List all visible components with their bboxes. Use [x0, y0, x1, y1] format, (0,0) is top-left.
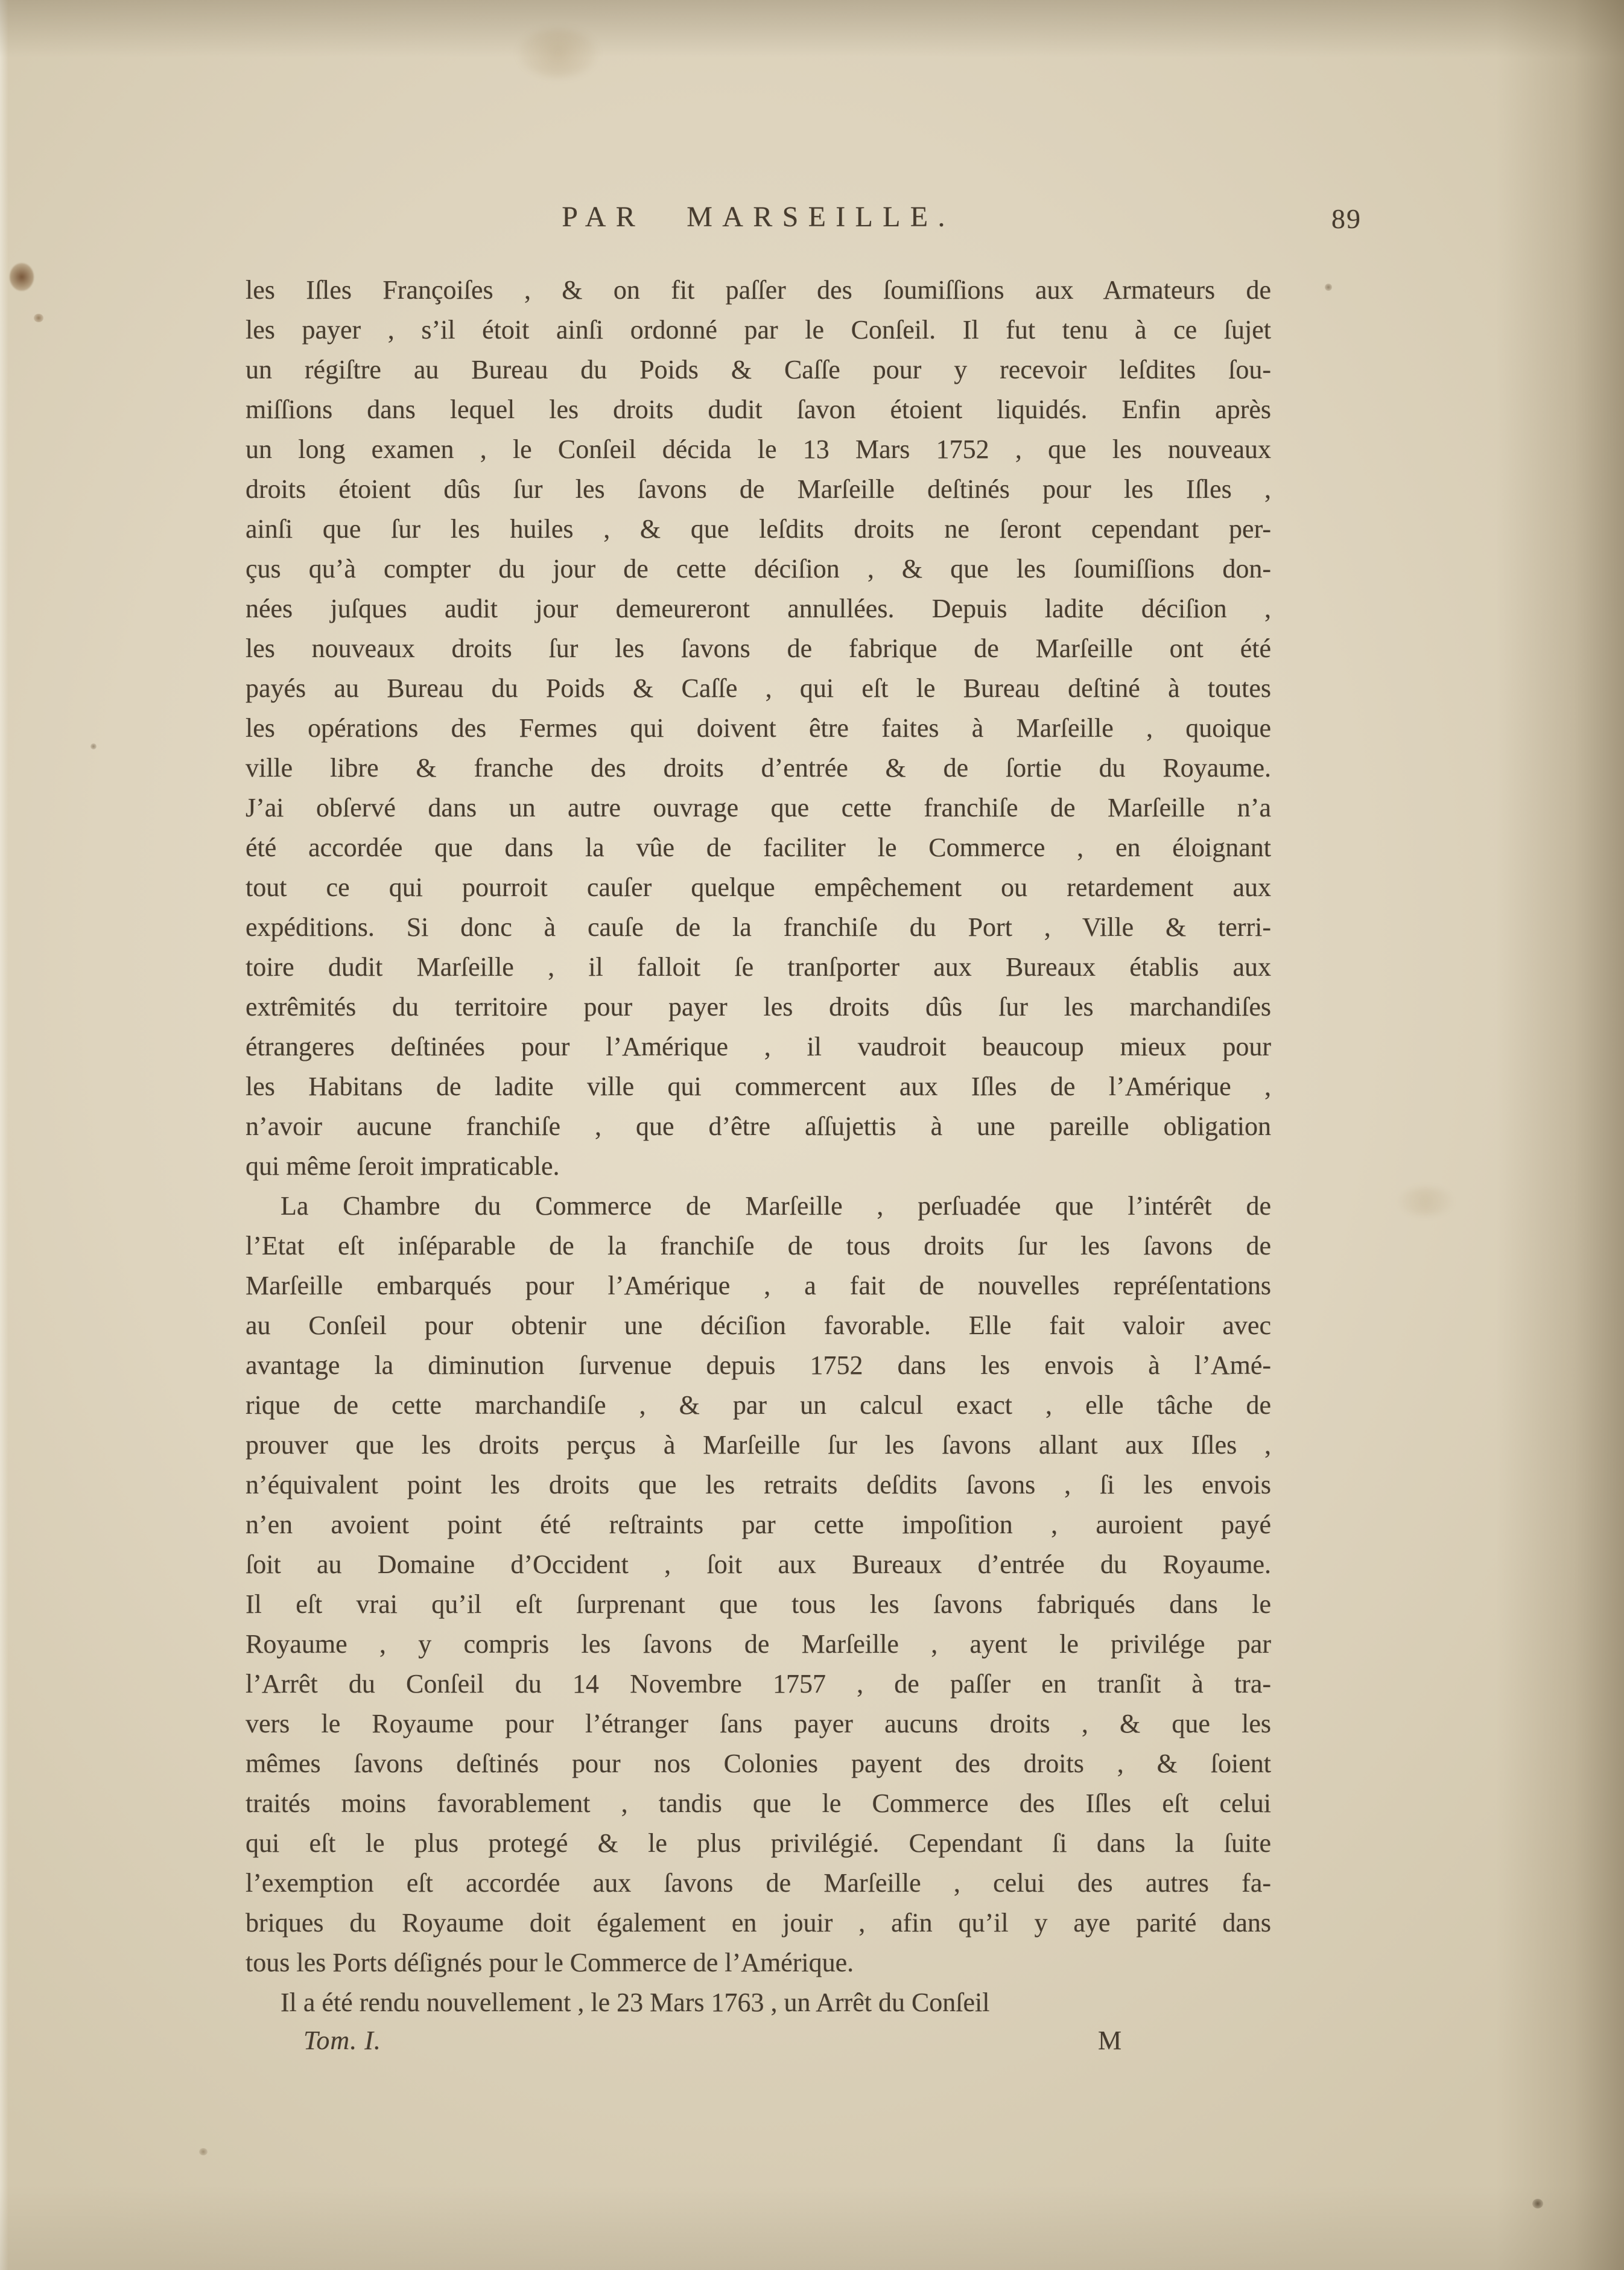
- text-line: expéditions. Si donc à cauſe de la franchiſe du Port , Ville & terri-: [246, 912, 1271, 942]
- text-line: traités moins favorablement , tandis que le Commerce des Iſles eſt celui: [246, 1788, 1271, 1818]
- text-line: miſſions dans lequel les droits dudit ſavon étoient liquidés. Enfin après: [246, 395, 1271, 424]
- text-line: toire dudit Marſeille , il falloit ſe tranſporter aux Bureaux établis aux: [246, 952, 1271, 982]
- text-line: ſoit au Domaine d’Occident , ſoit aux Bureaux d’entrée du Royaume.: [246, 1550, 1271, 1579]
- paper-stain: [90, 743, 97, 749]
- text-line: étrangeres deſtinées pour l’Amérique , il vaudroit beaucoup mieux pour: [246, 1032, 1271, 1061]
- text-line: Royaume , y compris les ſavons de Marſeille , ayent le privilége par: [246, 1629, 1271, 1659]
- text-line: un long examen , le Conſeil décida le 13 Mars 1752 , que les nouveaux: [246, 434, 1271, 464]
- text-line: ainſi que ſur les huiles , & que leſdits droits ne ſeront cependant per-: [246, 514, 1271, 544]
- text-line: çus qu’à compter du jour de cette déciſion , & que les ſoumiſſions don-: [246, 554, 1271, 583]
- text-line: qui eſt le plus protegé & le plus privilégié. Cependant ſi dans la ſuite: [246, 1828, 1271, 1858]
- text-line: droits étoient dûs ſur les ſavons de Marſeille deſtinés pour les Iſles ,: [246, 474, 1271, 504]
- text-line: Il eſt vrai qu’il eſt ſurprenant que tous les ſavons fabriqués dans le: [246, 1589, 1271, 1619]
- text-line: n’avoir aucune franchiſe , que d’être aſſujettis à une pareille obligation: [246, 1111, 1271, 1141]
- text-line: été accordée que dans la vûe de faciliter le Commerce , en éloignant: [246, 833, 1271, 862]
- page-footer: [246, 2025, 1271, 2065]
- text-block: [246, 270, 1271, 2023]
- paper-stain: [34, 314, 43, 322]
- text-line: l’exemption eſt accordée aux ſavons de Marſeille , celui des autres fa-: [246, 1868, 1271, 1898]
- text-line: les opérations des Fermes qui doivent être faites à Marſeille , quoique: [246, 713, 1271, 743]
- text-line: au Conſeil pour obtenir une déciſion favorable. Elle fait valoir avec: [246, 1311, 1271, 1340]
- text-line: qui même ſeroit impraticable.: [246, 1151, 560, 1181]
- text-line: les nouveaux droits ſur les ſavons de fabrique de Marſeille ont été: [246, 634, 1271, 663]
- text-line: n’en avoient point été reſtraints par cette impoſition , auroient payé: [246, 1510, 1271, 1539]
- text-line: La Chambre du Commerce de Marſeille , perſuadée que l’intérêt de: [281, 1191, 1271, 1221]
- paper-stain: [519, 29, 597, 77]
- paper-stain: [1398, 1187, 1453, 1215]
- text-line: un régiſtre au Bureau du Poids & Caſſe pour y recevoir leſdites ſou-: [246, 355, 1271, 384]
- text-line: mêmes ſavons deſtinés pour nos Colonies payent des droits , & ſoient: [246, 1749, 1271, 1778]
- text-line: vers le Royaume pour l’étranger ſans payer aucuns droits , & que les: [246, 1709, 1271, 1738]
- text-line: avantage la diminution ſurvenue depuis 1752 dans les envois à l’Amé-: [246, 1350, 1271, 1380]
- text-line: nées juſques audit jour demeureront annullées. Depuis ladite déciſion ,: [246, 594, 1271, 623]
- running-title: PAR MARSEILLE.: [562, 201, 955, 233]
- signature-mark: M: [1098, 2026, 1122, 2055]
- text-line: payés au Bureau du Poids & Caſſe , qui eſt le Bureau deſtiné à toutes: [246, 673, 1271, 703]
- text-line: Il a été rendu nouvellement , le 23 Mars 1763 , un Arrêt du Conſeil: [281, 1988, 990, 2017]
- text-line: extrêmités du territoire pour payer les droits dûs ſur les marchandiſes: [246, 992, 1271, 1022]
- text-line: Marſeille embarqués pour l’Amérique , a fait de nouvelles repréſentations: [246, 1271, 1271, 1300]
- text-line: rique de cette marchandiſe , & par un calcul exact , elle tâche de: [246, 1390, 1271, 1420]
- text-line: l’Arrêt du Conſeil du 14 Novembre 1757 , de paſſer en tranſit à tra-: [246, 1669, 1271, 1699]
- paper-stain: [1532, 2199, 1543, 2208]
- tome-label: Tom. I.: [303, 2026, 381, 2055]
- text-line: tous les Ports déſignés pour le Commerce de l’Amérique.: [246, 1948, 854, 1977]
- text-line: les Habitans de ladite ville qui commercent aux Iſles de l’Amérique ,: [246, 1072, 1271, 1101]
- text-line: ville libre & franche des droits d’entrée & de ſortie du Royaume.: [246, 753, 1271, 783]
- page-content: [246, 200, 1362, 2065]
- paper-stain: [1325, 284, 1332, 291]
- page-header: [246, 200, 1362, 240]
- text-line: l’Etat eſt inſéparable de la franchiſe de tous droits ſur les ſavons de: [246, 1231, 1271, 1261]
- text-line: les payer , s’il étoit ainſi ordonné par le Conſeil. Il fut tenu à ce ſujet: [246, 315, 1271, 345]
- page-number: 89: [1331, 203, 1362, 234]
- text-line: J’ai obſervé dans un autre ouvrage que cette franchiſe de Marſeille n’a: [246, 793, 1271, 822]
- paper-stain: [199, 2148, 208, 2155]
- text-line: les Iſles Françoiſes , & on fit paſſer des ſoumiſſions aux Armateurs de: [246, 275, 1271, 305]
- text-line: n’équivalent point les droits que les retraits deſdits ſavons , ſi les envois: [246, 1470, 1271, 1499]
- text-line: briques du Royaume doit également en jouir , afin qu’il y aye parité dans: [246, 1908, 1271, 1938]
- text-line: tout ce qui pourroit cauſer quelque empêchement ou retardement aux: [246, 873, 1271, 902]
- text-line: prouver que les droits perçus à Marſeille ſur les ſavons allant aux Iſles ,: [246, 1430, 1271, 1460]
- paper-stain: [10, 263, 34, 291]
